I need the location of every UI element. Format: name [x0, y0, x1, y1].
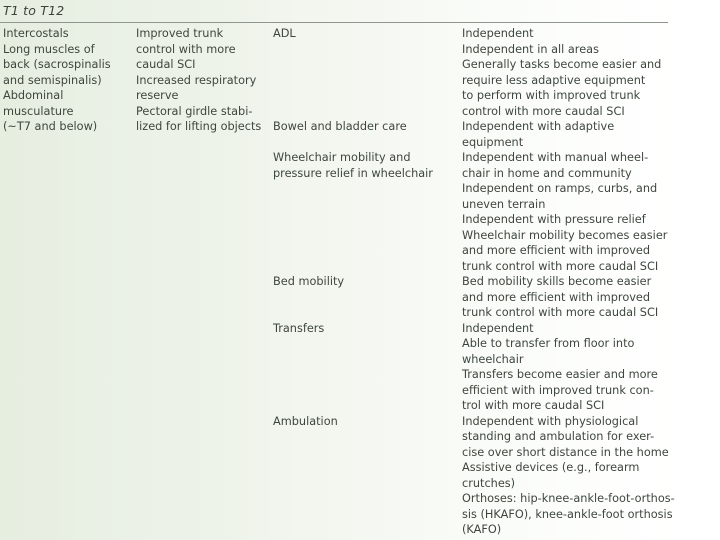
outcome-line: Bed mobility skills become easier: [462, 275, 652, 288]
outcome-line: Independent with manual wheel-: [462, 151, 649, 164]
outcome-line: Independent with adaptive: [462, 120, 615, 133]
outcome-line: standing and ambulation for exer-: [462, 430, 655, 443]
outcome-line: trunk control with more caudal SCI: [462, 259, 659, 273]
section-title: T1 to T12: [3, 3, 65, 18]
outcome-line: and more efficient with improved: [462, 244, 651, 257]
function-line: Pectoral girdle stabi-: [136, 104, 253, 118]
activity-label: Wheelchair mobility and: [273, 151, 411, 164]
outcome-line: Transfers become easier and more: [462, 368, 658, 381]
outcome-line: Independent in all areas: [462, 42, 599, 56]
muscle-line: and semispinalis): [3, 73, 102, 87]
outcome-line: sis (HKAFO), knee-ankle-foot orthosis: [462, 507, 673, 521]
outcome-line: chair in home and community: [462, 166, 632, 180]
outcome-line: to perform with improved trunk: [462, 89, 641, 102]
muscle-line: musculature: [3, 104, 74, 118]
muscle-line: back (sacrospinalis: [3, 58, 111, 71]
function-line: control with more: [136, 42, 236, 56]
function-line: Increased respiratory: [136, 73, 257, 87]
activity-label: Bowel and bladder care: [273, 120, 407, 133]
outcome-line: cise over short distance in the home: [462, 445, 669, 459]
header-rule: [0, 22, 668, 23]
outcome-line: trunk control with more caudal SCI: [462, 306, 659, 319]
outcome-line: Orthoses: hip-knee-ankle-foot-orthos-: [462, 492, 675, 505]
outcome-line: (KAFO): [462, 523, 502, 536]
outcome-line: uneven terrain: [462, 197, 546, 211]
outcome-line: efficient with improved trunk con-: [462, 383, 654, 397]
outcome-line: trol with more caudal SCI: [462, 399, 605, 412]
outcome-line: wheelchair: [462, 352, 524, 366]
outcome-line: Independent: [462, 27, 534, 40]
function-line: caudal SCI: [136, 58, 196, 71]
function-line: Improved trunk: [136, 27, 224, 40]
outcome-line: Able to transfer from floor into: [462, 337, 635, 350]
muscle-line: Abdominal: [3, 89, 64, 102]
activity-label: ADL: [273, 27, 296, 40]
outcome-line: Independent: [462, 321, 534, 335]
outcome-line: Independent with pressure relief: [462, 213, 646, 226]
outcome-line: Generally tasks become easier and: [462, 58, 662, 71]
activity-label: Ambulation: [273, 414, 338, 428]
outcome-line: equipment: [462, 135, 524, 149]
outcome-line: Wheelchair mobility becomes easier: [462, 228, 668, 242]
function-line: lized for lifting objects: [136, 120, 262, 133]
outcome-line: control with more caudal SCI: [462, 104, 625, 118]
outcome-line: Assistive devices (e.g., forearm: [462, 461, 640, 474]
muscle-line: (~T7 and below): [3, 120, 98, 133]
activity-label: Transfers: [273, 321, 325, 335]
activity-label: Bed mobility: [273, 275, 345, 288]
activity-label: pressure relief in wheelchair: [273, 166, 433, 180]
muscle-line: Intercostals: [3, 27, 69, 40]
outcome-line: require less adaptive equipment: [462, 73, 646, 87]
function-line: reserve: [136, 89, 179, 102]
outcome-line: and more efficient with improved: [462, 290, 651, 304]
outcome-line: Independent on ramps, curbs, and: [462, 182, 658, 195]
outcome-line: Independent with physiological: [462, 414, 639, 428]
outcome-line: crutches): [462, 476, 516, 490]
muscle-line: Long muscles of: [3, 42, 95, 56]
